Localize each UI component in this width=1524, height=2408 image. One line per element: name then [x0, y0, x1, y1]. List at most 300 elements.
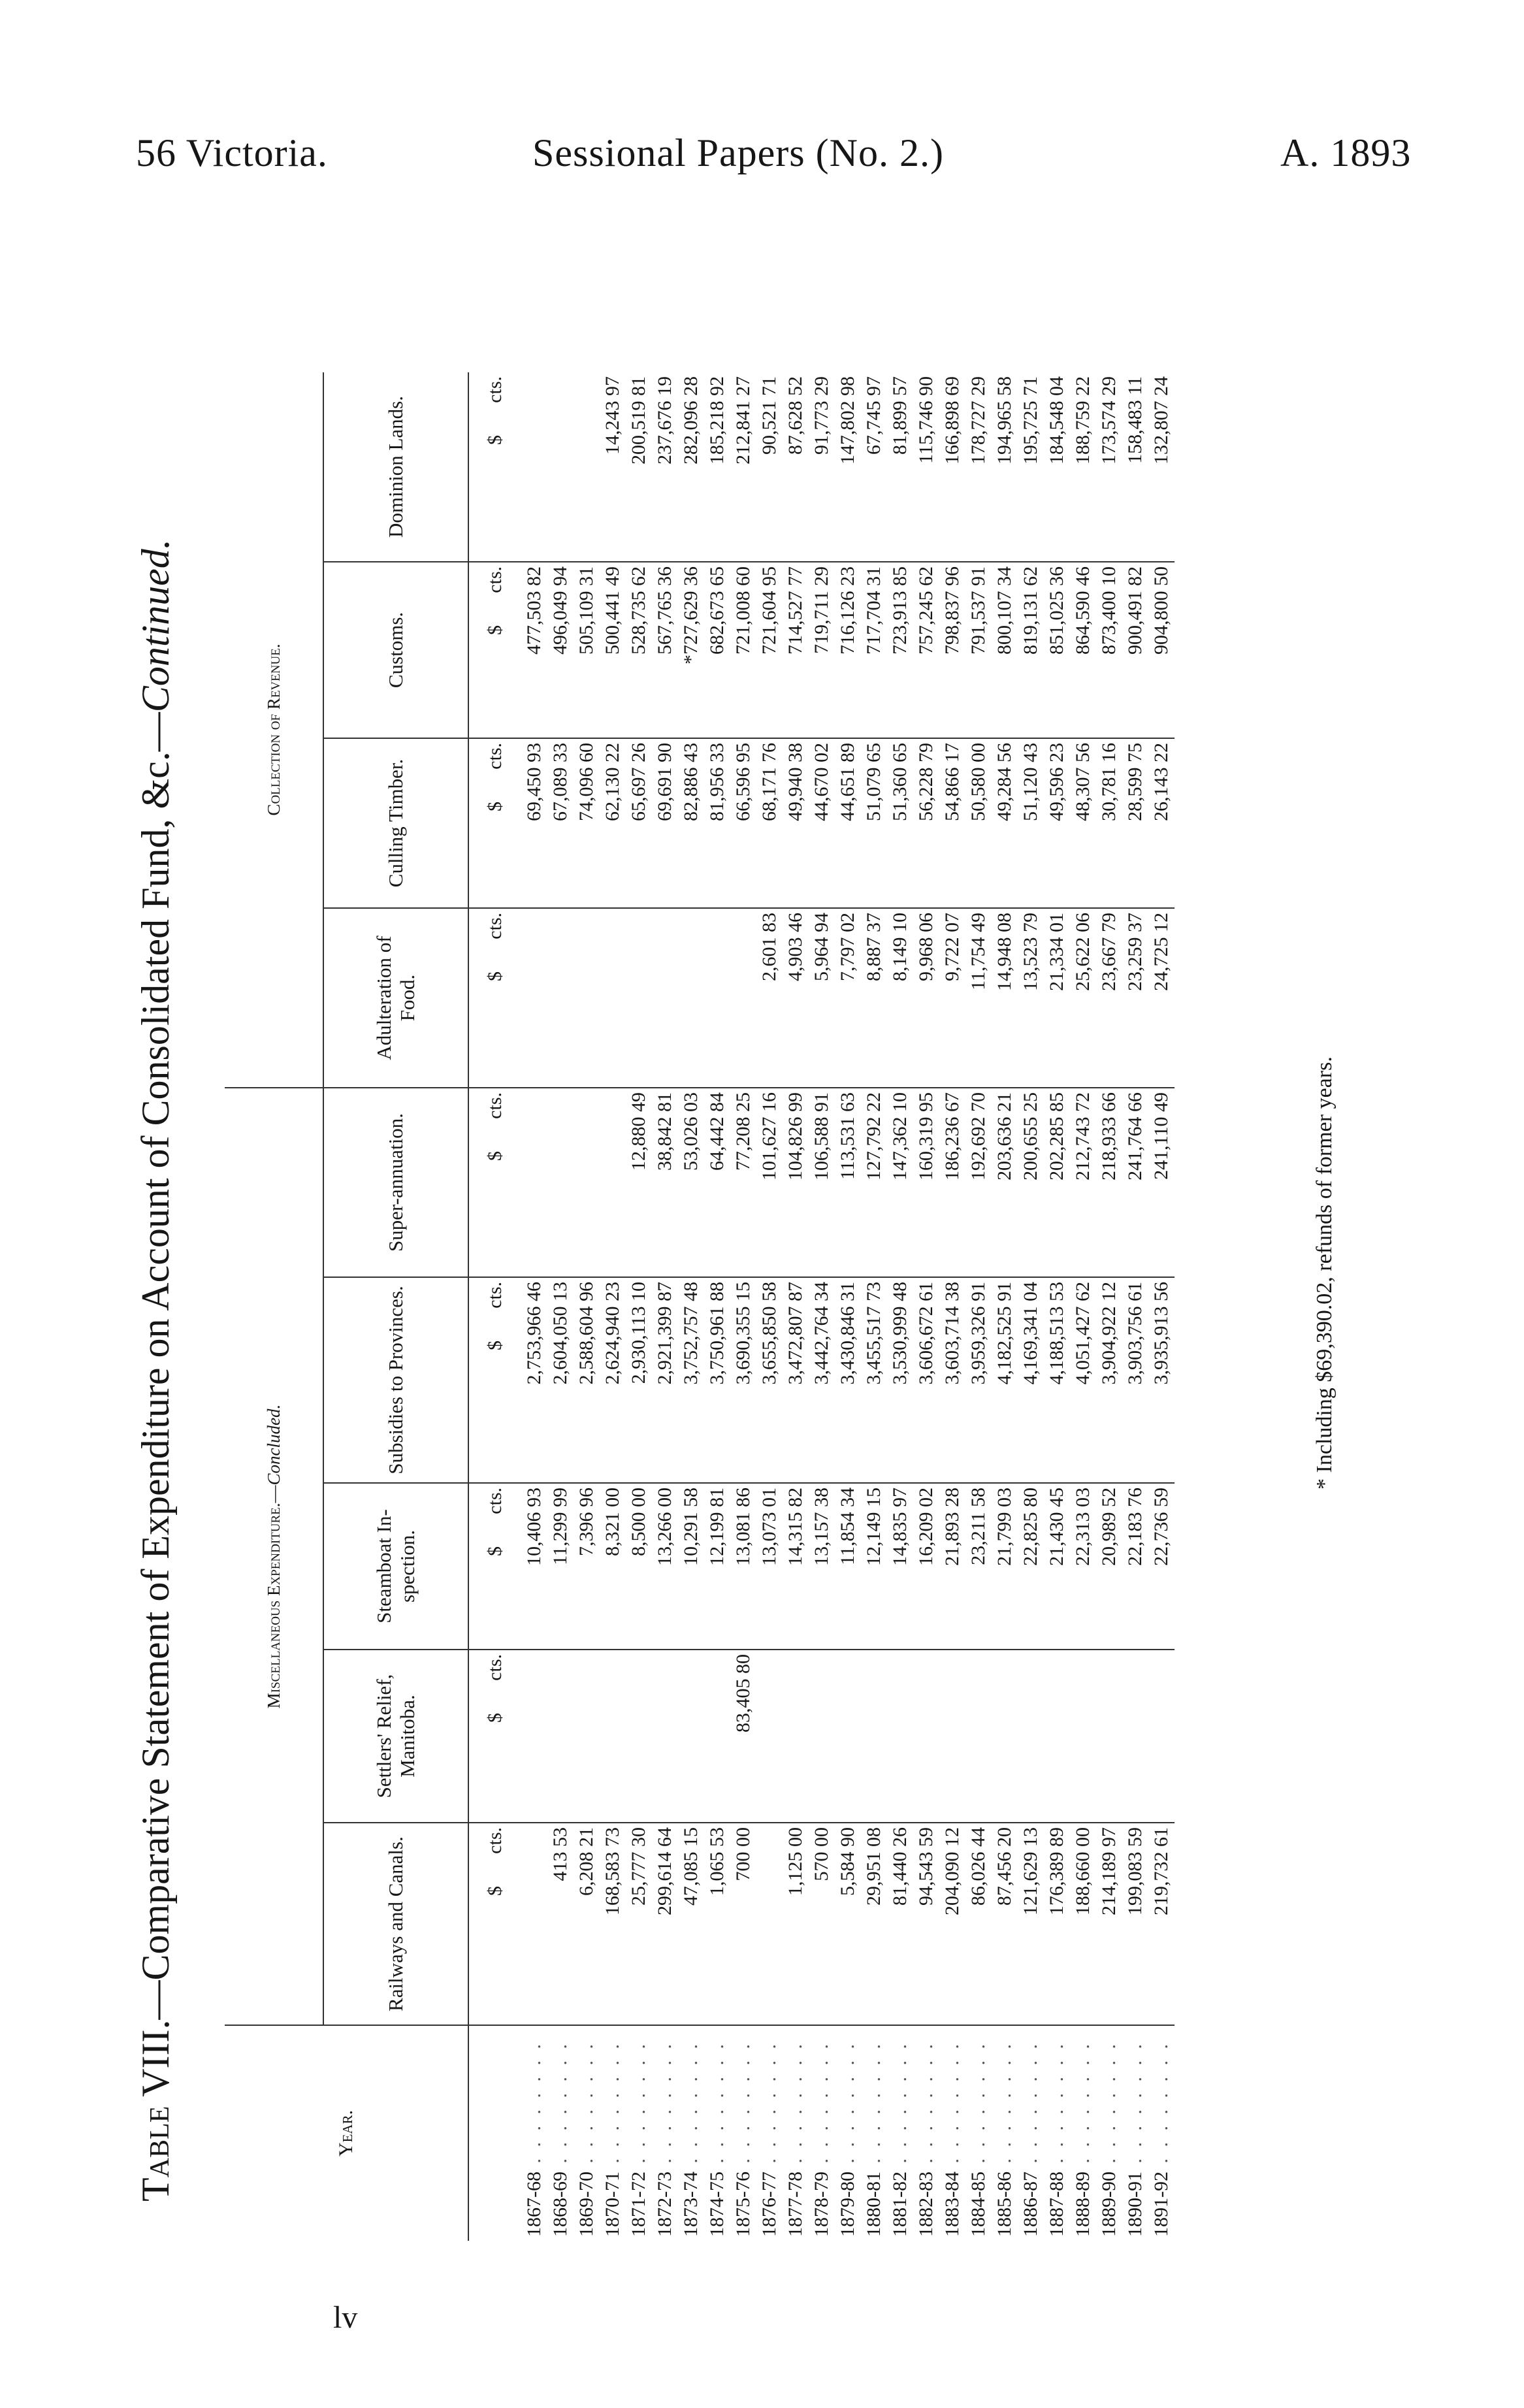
row-value [547, 908, 574, 1088]
row-value: 53,026 03 [678, 1088, 704, 1277]
row-value [965, 1650, 992, 1823]
row-value: 757,245 62 [913, 562, 939, 738]
row-year [730, 2025, 756, 2241]
table-row [809, 372, 835, 2241]
row-value: 11,854 34 [835, 1483, 861, 1650]
dot-leader: . . . . . . . . [549, 2041, 571, 2172]
row-year [652, 2025, 678, 2241]
row-value: 13,266 00 [652, 1483, 678, 1650]
row-value [547, 1650, 574, 1823]
row-year-text: 1882-83 [915, 2172, 937, 2237]
row-value: 184,548 04 [1044, 372, 1070, 562]
row-value: 3,606,672 61 [913, 1277, 939, 1483]
row-value: 13,081 86 [730, 1483, 756, 1650]
row-year-text: 1891-92 [1150, 2172, 1172, 2237]
row-value: 900,491 82 [1122, 562, 1148, 738]
units-row [468, 372, 521, 2241]
row-year [835, 2025, 861, 2241]
row-value [1044, 1650, 1070, 1823]
row-value [626, 908, 652, 1088]
row-year [521, 2025, 547, 2241]
dot-leader: . . . . . . . . [628, 2041, 649, 2172]
table-row [1018, 372, 1044, 2241]
row-value [704, 1650, 730, 1823]
row-value: 200,655 25 [1018, 1088, 1044, 1277]
row-value: 132,807 24 [1148, 372, 1175, 562]
row-year [913, 2025, 939, 2241]
col-header-settlers-relief: Settlers' Relief, Manitoba. [323, 1650, 468, 1823]
row-value: 49,284 56 [992, 738, 1018, 908]
row-value: 67,745 97 [861, 372, 887, 562]
row-value: 69,691 90 [652, 738, 678, 908]
row-value: 5,584 90 [835, 1823, 861, 2025]
row-value [939, 1650, 965, 1823]
row-value: *727,629 36 [678, 562, 704, 738]
row-year [783, 2025, 809, 2241]
col-header-customs: Customs. [323, 562, 468, 738]
row-value [887, 1650, 913, 1823]
dot-leader: . . . . . . . . [654, 2041, 675, 2172]
row-value: 791,537 91 [965, 562, 992, 738]
dot-leader: . . . . . . . . [1072, 2041, 1094, 2172]
row-value: 62,130 22 [600, 738, 626, 908]
row-value [547, 372, 574, 562]
row-value [1018, 1650, 1044, 1823]
row-year [887, 2025, 913, 2241]
row-value: 81,956 33 [704, 738, 730, 908]
row-value: 819,131 62 [1018, 562, 1044, 738]
row-value: 127,792 22 [861, 1088, 887, 1277]
row-year [861, 2025, 887, 2241]
row-value [652, 1650, 678, 1823]
table-title-continued: Continued. [134, 539, 177, 713]
header-left: 56 Victoria. [136, 131, 328, 174]
row-value: 3,750,961 88 [704, 1277, 730, 1483]
row-year-text: 1868-69 [549, 2172, 571, 2237]
table-row [756, 372, 783, 2241]
dot-leader: . . . . . . . . [994, 2041, 1015, 2172]
row-value: 11,754 49 [965, 908, 992, 1088]
row-value: 723,913 85 [887, 562, 913, 738]
row-value: 115,746 90 [913, 372, 939, 562]
row-value: 188,759 22 [1070, 372, 1096, 562]
row-value: 30,781 16 [1096, 738, 1122, 908]
cents-unit: cts. [484, 913, 506, 939]
row-value [600, 1088, 626, 1277]
row-value: 158,483 11 [1122, 372, 1148, 562]
units-cell [468, 1650, 521, 1823]
row-value: 82,886 43 [678, 738, 704, 908]
row-year [1044, 2025, 1070, 2241]
misc-expenditure-group-header [225, 1088, 323, 2025]
cents-unit: cts. [484, 1488, 506, 1514]
row-value: 87,628 52 [783, 372, 809, 562]
row-value [678, 1650, 704, 1823]
row-value: 77,208 25 [730, 1088, 756, 1277]
row-year-text: 1877-78 [785, 2172, 806, 2237]
row-year [756, 2025, 783, 2241]
table-row [521, 372, 547, 2241]
table-row [678, 372, 704, 2241]
row-year [1070, 2025, 1096, 2241]
col-header-steamboat: Steamboat In-spection. [323, 1483, 468, 1650]
row-value: 24,725 12 [1148, 908, 1175, 1088]
row-value: 68,171 76 [756, 738, 783, 908]
dot-leader: . . . . . . . . [811, 2041, 832, 2172]
row-value: 12,880 49 [626, 1088, 652, 1277]
row-value: 11,299 99 [547, 1483, 574, 1650]
row-value: 194,965 58 [992, 372, 1018, 562]
dot-leader: . . . . . . . . [680, 2041, 702, 2172]
units-cell [468, 1483, 521, 1650]
cents-unit: cts. [484, 566, 506, 593]
row-value: 14,835 97 [887, 1483, 913, 1650]
dollar-unit: $ [484, 971, 506, 981]
row-year-text: 1878-79 [811, 2172, 832, 2237]
header-center: Sessional Papers (No. 2.) [532, 131, 944, 174]
row-value: 104,826 99 [783, 1088, 809, 1277]
row-value: 56,228 79 [913, 738, 939, 908]
row-year-text: 1870-71 [602, 2172, 623, 2237]
row-year [939, 2025, 965, 2241]
row-value: 3,752,757 48 [678, 1277, 704, 1483]
col-header-superannuation: Super-annuation. [323, 1088, 468, 1277]
row-value: 4,903 46 [783, 908, 809, 1088]
dollar-unit: $ [484, 435, 506, 445]
row-value [1096, 1650, 1122, 1823]
row-value: 48,307 56 [1070, 738, 1096, 908]
row-value: 721,008 60 [730, 562, 756, 738]
table-row [1148, 372, 1175, 2241]
row-year-text: 1872-73 [654, 2172, 675, 2237]
row-value: 477,503 82 [521, 562, 547, 738]
row-value [1122, 1650, 1148, 1823]
row-year-text: 1869-70 [576, 2172, 597, 2237]
row-year [1148, 2025, 1175, 2241]
row-year-text: 1883-84 [941, 2172, 963, 2237]
row-value: 13,523 79 [1018, 908, 1044, 1088]
row-value: 101,627 16 [756, 1088, 783, 1277]
row-value [574, 1088, 600, 1277]
table-body [521, 372, 1175, 2241]
row-year-text: 1874-75 [706, 2172, 728, 2237]
cents-unit: cts. [484, 376, 506, 403]
dot-leader: . . . . . . . . [889, 2041, 911, 2172]
row-value [521, 1823, 547, 2025]
dot-leader: . . . . . . . . [732, 2041, 754, 2172]
row-value: 500,441 49 [600, 562, 626, 738]
row-value: 22,736 59 [1148, 1483, 1175, 1650]
row-value: 16,209 02 [913, 1483, 939, 1650]
dollar-unit: $ [484, 1546, 506, 1556]
row-year-text: 1880-81 [863, 2172, 884, 2237]
row-value: 241,110 49 [1148, 1088, 1175, 1277]
table-row [547, 372, 574, 2241]
row-value [835, 1650, 861, 1823]
row-value: 69,450 93 [521, 738, 547, 908]
row-value: 44,670 02 [809, 738, 835, 908]
row-year [1096, 2025, 1122, 2241]
page-number: lv [333, 2300, 358, 2335]
row-year [574, 2025, 600, 2241]
row-year [678, 2025, 704, 2241]
row-value [521, 1650, 547, 1823]
row-value: 94,543 59 [913, 1823, 939, 2025]
row-year-text: 1884-85 [967, 2172, 989, 2237]
dot-leader: . . . . . . . . [837, 2041, 858, 2172]
row-value: 51,120 43 [1018, 738, 1044, 908]
dot-leader: . . . . . . . . [785, 2041, 806, 2172]
row-value: 505,109 31 [574, 562, 600, 738]
row-value: 199,083 59 [1122, 1823, 1148, 2025]
row-value: 496,049 94 [547, 562, 574, 738]
row-value: 12,149 15 [861, 1483, 887, 1650]
row-value: 851,025 36 [1044, 562, 1070, 738]
row-value: 13,073 01 [756, 1483, 783, 1650]
col-header-culling-timber: Culling Timber. [323, 738, 468, 908]
row-value [600, 908, 626, 1088]
row-value: 20,989 52 [1096, 1483, 1122, 1650]
col-header-subsidies: Subsidies to Provinces. [323, 1277, 468, 1483]
units-cell [468, 562, 521, 738]
row-value: 716,126 23 [835, 562, 861, 738]
dot-leader: . . . . . . . . [576, 2041, 597, 2172]
row-year-text: 1890-91 [1124, 2172, 1146, 2237]
row-value: 166,898 69 [939, 372, 965, 562]
row-value: 8,500 00 [626, 1483, 652, 1650]
row-value: 5,964 94 [809, 908, 835, 1088]
row-value: 2,753,966 46 [521, 1277, 547, 1483]
row-value: 14,315 82 [783, 1483, 809, 1650]
table-row [626, 372, 652, 2241]
rotated-table-page [127, 242, 1394, 2300]
row-value: 204,090 12 [939, 1823, 965, 2025]
row-year [1122, 2025, 1148, 2241]
row-value [678, 908, 704, 1088]
row-value: 22,825 80 [1018, 1483, 1044, 1650]
cents-unit: cts. [484, 1654, 506, 1681]
row-year-text: 1871-72 [628, 2172, 649, 2237]
row-value: 87,456 20 [992, 1823, 1018, 2025]
table-row [704, 372, 730, 2241]
row-year-text: 1867-68 [523, 2172, 545, 2237]
row-year-text: 1888-89 [1072, 2172, 1094, 2237]
row-value: 1,065 53 [704, 1823, 730, 2025]
row-value: 2,601 83 [756, 908, 783, 1088]
row-year-text: 1873-74 [680, 2172, 702, 2237]
dollar-unit: $ [484, 1341, 506, 1350]
row-value: 700 00 [730, 1823, 756, 2025]
dollar-unit: $ [484, 625, 506, 635]
table-row [1070, 372, 1096, 2241]
row-value: 682,673 65 [704, 562, 730, 738]
row-value: 13,157 38 [809, 1483, 835, 1650]
table-row [652, 372, 678, 2241]
units-cell [468, 1277, 521, 1483]
row-value: 4,169,341 04 [1018, 1277, 1044, 1483]
row-value: 200,519 81 [626, 372, 652, 562]
row-year-text: 1881-82 [889, 2172, 911, 2237]
row-value: 3,430,846 31 [835, 1277, 861, 1483]
misc-group-label: Miscellaneous Expenditure.— [264, 1485, 284, 1709]
row-value: 12,199 81 [704, 1483, 730, 1650]
row-value: 173,574 29 [1096, 372, 1122, 562]
row-value: 44,651 89 [835, 738, 861, 908]
row-value: 67,089 33 [547, 738, 574, 908]
row-value: 21,893 28 [939, 1483, 965, 1650]
cents-unit: cts. [484, 743, 506, 770]
row-value: 719,711 29 [809, 562, 835, 738]
row-value: 21,799 03 [992, 1483, 1018, 1650]
row-value: 121,629 13 [1018, 1823, 1044, 2025]
row-year [600, 2025, 626, 2241]
row-value: 50,580 00 [965, 738, 992, 908]
row-value: 113,531 63 [835, 1088, 861, 1277]
dot-leader: . . . . . . . . [941, 2041, 963, 2172]
row-value: 567,765 36 [652, 562, 678, 738]
row-value: 873,400 10 [1096, 562, 1122, 738]
table-title [133, 539, 178, 2202]
dot-leader: . . . . . . . . [1150, 2041, 1172, 2172]
row-year-text: 1876-77 [758, 2172, 780, 2237]
row-value: 3,959,326 91 [965, 1277, 992, 1483]
table-row [783, 372, 809, 2241]
dollar-unit: $ [484, 802, 506, 811]
row-value: 528,735 62 [626, 562, 652, 738]
row-year-text: 1889-90 [1098, 2172, 1120, 2237]
row-value: 22,313 03 [1070, 1483, 1096, 1650]
row-value: 29,951 08 [861, 1823, 887, 2025]
row-value: 2,930,113 10 [626, 1277, 652, 1483]
row-value [1148, 1650, 1175, 1823]
row-value: 10,406 93 [521, 1483, 547, 1650]
row-year [547, 2025, 574, 2241]
row-value: 800,107 34 [992, 562, 1018, 738]
row-value [521, 1088, 547, 1277]
row-year [626, 2025, 652, 2241]
row-value: 21,334 01 [1044, 908, 1070, 1088]
row-value: 3,655,850 58 [756, 1277, 783, 1483]
row-value: 3,935,913 56 [1148, 1277, 1175, 1483]
table-row [861, 372, 887, 2241]
col-header-adulteration: Adulteration of Food. [323, 908, 468, 1088]
dot-leader: . . . . . . . . [967, 2041, 989, 2172]
table-row [574, 372, 600, 2241]
dot-leader: . . . . . . . . [1124, 2041, 1146, 2172]
row-value: 66,596 95 [730, 738, 756, 908]
row-value [521, 372, 547, 562]
row-value: 54,866 17 [939, 738, 965, 908]
row-value: 1,125 00 [783, 1823, 809, 2025]
row-value: 4,188,513 53 [1044, 1277, 1070, 1483]
row-value: 178,727 29 [965, 372, 992, 562]
row-value: 3,904,922 12 [1096, 1277, 1122, 1483]
row-value: 74,096 60 [574, 738, 600, 908]
units-cell [468, 908, 521, 1088]
row-value: 4,051,427 62 [1070, 1277, 1096, 1483]
units-cell [468, 1823, 521, 2025]
year-header: Year. [225, 2025, 468, 2241]
row-value [809, 1650, 835, 1823]
dot-leader: . . . . . . . . [863, 2041, 884, 2172]
row-value: 4,182,525 91 [992, 1277, 1018, 1483]
row-value: 23,667 79 [1096, 908, 1122, 1088]
row-value: 8,149 10 [887, 908, 913, 1088]
row-value: 81,899 57 [887, 372, 913, 562]
dot-leader: . . . . . . . . [1098, 2041, 1120, 2172]
row-value: 3,690,355 15 [730, 1277, 756, 1483]
row-value: 21,430 45 [1044, 1483, 1070, 1650]
row-value: 25,622 06 [1070, 908, 1096, 1088]
units-row-spacer [468, 2025, 521, 2241]
row-value: 22,183 76 [1122, 1483, 1148, 1650]
row-value: 147,802 98 [835, 372, 861, 562]
row-year-text: 1879-80 [837, 2172, 858, 2237]
row-value: 413 53 [547, 1823, 574, 2025]
footnote: * Including $69,390.02, refunds of former years. [1312, 1056, 1337, 1489]
row-year-text: 1875-76 [732, 2172, 754, 2237]
row-value: 51,360 65 [887, 738, 913, 908]
row-value [756, 1823, 783, 2025]
row-year-text: 1887-88 [1046, 2172, 1067, 2237]
table-row [887, 372, 913, 2241]
row-value: 23,211 58 [965, 1483, 992, 1650]
cents-unit: cts. [484, 1282, 506, 1309]
row-value: 721,604 95 [756, 562, 783, 738]
row-value: 714,527 77 [783, 562, 809, 738]
table-row [992, 372, 1018, 2241]
row-value [574, 1650, 600, 1823]
row-value: 904,800 50 [1148, 562, 1175, 738]
row-value: 176,389 89 [1044, 1823, 1070, 2025]
row-value: 282,096 28 [678, 372, 704, 562]
dollar-unit: $ [484, 1886, 506, 1896]
row-value: 864,590 46 [1070, 562, 1096, 738]
cents-unit: cts. [484, 1827, 506, 1854]
dot-leader: . . . . . . . . [523, 2041, 545, 2172]
row-value: 10,291 58 [678, 1483, 704, 1650]
row-value: 47,085 15 [678, 1823, 704, 2025]
table-title-text: —Comparative Statement of Expenditure on Account of Consolidated Fund, &c.— [134, 712, 177, 2020]
row-value [600, 1650, 626, 1823]
row-value: 3,472,807 87 [783, 1277, 809, 1483]
dot-leader: . . . . . . . . [602, 2041, 623, 2172]
row-value [783, 1650, 809, 1823]
row-year [992, 2025, 1018, 2241]
row-value: 168,583 73 [600, 1823, 626, 2025]
row-value: 185,218 92 [704, 372, 730, 562]
table-row [730, 372, 756, 2241]
row-value [730, 908, 756, 1088]
row-year-text: 1885-86 [994, 2172, 1015, 2237]
row-value: 106,588 91 [809, 1088, 835, 1277]
row-value: 237,676 19 [652, 372, 678, 562]
row-value: 299,614 64 [652, 1823, 678, 2025]
revenue-collection-group-header: Collection of Revenue. [225, 372, 323, 1088]
row-value: 83,405 80 [730, 1650, 756, 1823]
dollar-unit: $ [484, 1713, 506, 1723]
row-value: 23,259 37 [1122, 908, 1148, 1088]
row-value: 202,285 85 [1044, 1088, 1070, 1277]
row-value: 203,636 21 [992, 1088, 1018, 1277]
units-cell [468, 738, 521, 908]
expenditure-table [225, 372, 1175, 2241]
row-value: 2,624,940 23 [600, 1277, 626, 1483]
row-value [913, 1650, 939, 1823]
row-value: 219,732 61 [1148, 1823, 1175, 2025]
row-value: 186,236 67 [939, 1088, 965, 1277]
misc-group-sublabel: Concluded. [264, 1404, 284, 1486]
